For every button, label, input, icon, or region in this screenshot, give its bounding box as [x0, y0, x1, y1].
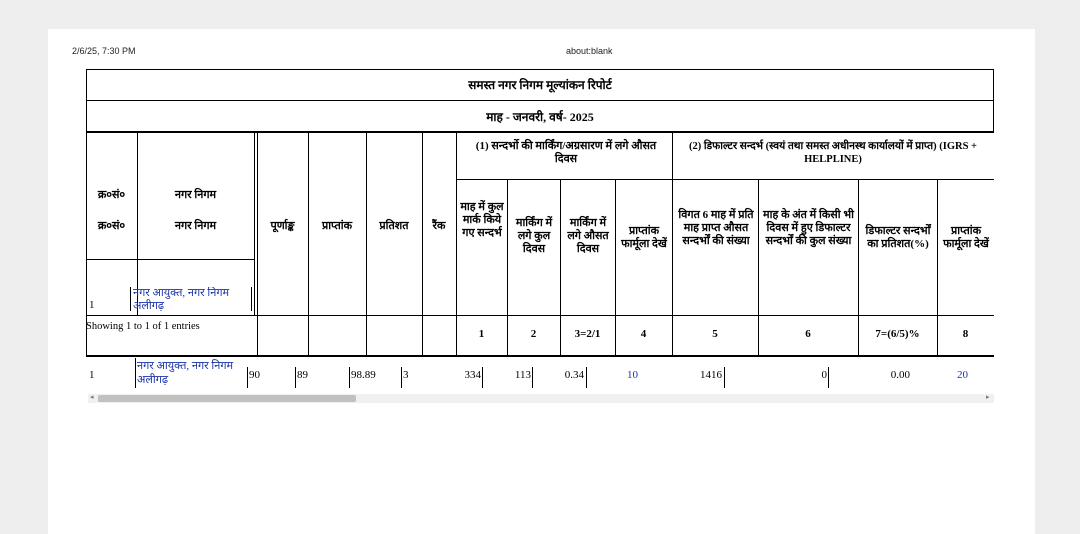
index-6: 6 [805, 328, 811, 340]
print-datetime: 2/6/25, 7:30 PM [72, 46, 136, 56]
row-obtained: 89 [297, 369, 308, 381]
index-5: 5 [712, 328, 718, 340]
entries-info: Showing 1 to 1 of 1 entries [86, 321, 200, 332]
row-def-pct: 0.00 [890, 369, 910, 381]
row-score1-link[interactable]: 10 [627, 369, 638, 381]
header-g2c4: प्राप्तांक फार्मूला देखें [943, 225, 989, 250]
row-corp-link[interactable]: नगर आयुक्त, नगर निगम अलीगढ़ [137, 360, 234, 386]
header-sno-a: क्र०सं० [97, 189, 126, 201]
header-g1c4: प्राप्तांक फार्मूला देखें [621, 225, 667, 250]
row-max-marks: 90 [249, 369, 260, 381]
header-corp-a: नगर निगम [174, 189, 217, 201]
row-percent: 98.89 [351, 369, 376, 381]
header-sno-b: क्र०सं० [97, 220, 126, 232]
scrollbar-thumb[interactable] [98, 395, 356, 402]
row-sno: 1 [89, 369, 95, 381]
header-g2c2: माह के अंत में किसी भी दिवस में हुए डिफाल्टर सन्दर्भों की कुल संख्या [763, 209, 854, 247]
row-avg6: 1416 [700, 369, 722, 381]
print-url: about:blank [566, 46, 613, 56]
report-subtitle: माह - जनवरी, वर्ष- 2025 [486, 110, 594, 124]
report-title: समस्त नगर निगम मूल्यांकन रिपोर्ट [87, 70, 993, 101]
header-percent: प्रतिशत [379, 220, 409, 232]
header-g1c1: माह में कुल मार्क किये गए सन्दर्भ [460, 201, 504, 239]
report-title-box [86, 69, 994, 132]
row-rank: 3 [403, 369, 409, 381]
header-max-marks: पूर्णाङ्क [270, 220, 295, 232]
row-marked: 334 [464, 369, 481, 381]
header-g1c2: मार्किंग में लगे कुल दिवस [515, 217, 553, 255]
row-defaulters: 0 [821, 369, 827, 381]
index-1: 1 [478, 328, 485, 340]
scroll-right-arrow-icon[interactable]: ▸ [986, 393, 990, 401]
header-group2: (2) डिफाल्टर सन्दर्भ (स्वयं तथा समस्त अधीनस्थ कार्यालयों में प्राप्त) (IGRS + HELPLINE) [688, 141, 978, 165]
header-corp-b: नगर निगम [174, 220, 217, 232]
header-rank: रैंक [432, 220, 446, 232]
row-score2-link[interactable]: 20 [957, 369, 968, 381]
sticky-sno: 1 [89, 299, 95, 311]
row-days: 113 [514, 369, 531, 381]
header-group1: (1) सन्दर्भो की मार्किंग/अग्रसारण में लगे औसत दिवस [475, 140, 657, 165]
header-obtained: प्राप्तांक [321, 220, 353, 232]
header-g2c3: डिफाल्टर सन्दर्भों का प्रतिशत(%) [865, 225, 931, 250]
row-avg-days: 0.34 [564, 369, 584, 381]
index-4: 4 [640, 328, 647, 340]
scroll-left-arrow-icon[interactable]: ◂ [90, 393, 94, 401]
sticky-corp-link[interactable]: नगर आयुक्त, नगर निगम अलीगढ़ [130, 287, 252, 311]
index-2: 2 [530, 328, 537, 340]
index-7: 7=(6/5)% [875, 328, 920, 340]
index-3: 3=2/1 [574, 328, 601, 340]
index-8: 8 [962, 328, 969, 340]
header-g1c3: मार्किंग में लगे औसत दिवस [567, 217, 609, 255]
header-g2c1: विगत 6 माह में प्रति माह प्राप्त औसत सन्दर्भों की संख्या [678, 209, 754, 247]
print-page [48, 29, 1035, 534]
